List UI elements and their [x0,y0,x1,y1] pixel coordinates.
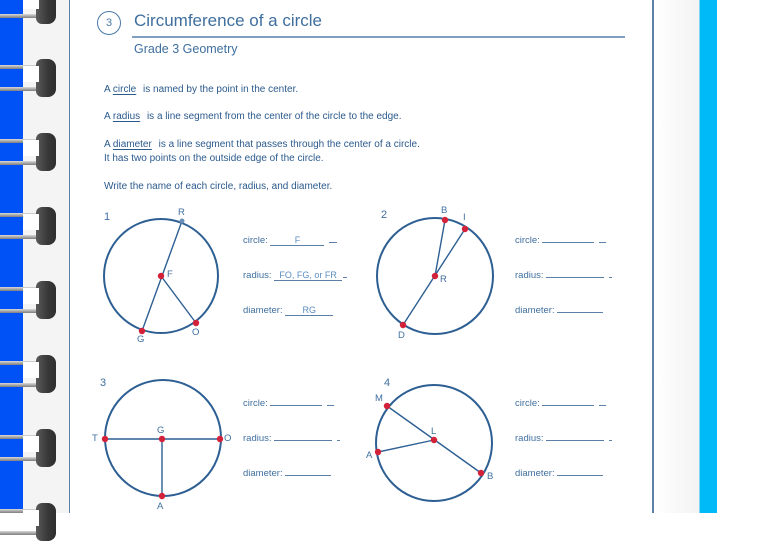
answer-value[interactable] [546,277,604,278]
answer-value[interactable]: F [270,235,324,246]
point-label: R [178,207,185,218]
problem-number: 4 [384,377,391,389]
page-title: Circumference of a circle [134,11,323,30]
answer-value[interactable] [285,475,331,476]
point-label: T [92,433,98,444]
problem-number: 2 [381,209,388,221]
circle-answer-field-1[interactable]: circle: F [243,235,337,246]
diameter-answer-field-1[interactable]: diameter: RG [243,305,333,316]
radius-answer-field-1[interactable]: radius: FO, FG, or FR [243,270,347,281]
diameter-answer-field-2[interactable]: diameter: [515,305,603,316]
point-label: I [463,212,466,223]
diameter-answer-field-3[interactable]: diameter: [243,468,331,479]
definition-term: circle [112,84,137,95]
point-label: B [487,471,494,482]
point-label: O [224,433,232,444]
page-subtitle: Grade 3 Geometry [134,42,238,56]
answer-value[interactable] [274,440,332,441]
answer-value[interactable] [542,242,594,243]
radius-answer-field-3[interactable]: radius: [243,433,340,444]
point-label: O [192,327,200,338]
definition-radius: A radius is a line segment from the center of the circle to the edge. [104,111,402,122]
circle-answer-field-4[interactable]: circle: [515,398,606,409]
answer-value[interactable] [542,405,594,406]
point-label: A [366,450,373,461]
point-label: A [157,501,164,512]
diameter-answer-field-4[interactable]: diameter: [515,468,603,479]
definition-diameter-note: It has two points on the outside edge of the circle. [104,153,324,164]
point-label: B [441,205,448,216]
point-label: M [375,393,383,404]
answer-value[interactable] [557,312,603,313]
answer-value[interactable]: RG [285,305,333,316]
lesson-number-badge: 3 [97,11,121,35]
answer-value[interactable]: FO, FG, or FR [274,270,342,281]
problem-number: 1 [104,211,111,223]
point-label: G [157,425,165,436]
answer-value[interactable] [546,440,604,441]
point-label: L [431,426,437,437]
point-label: G [137,334,145,345]
answer-value[interactable] [557,475,603,476]
point-label: F [167,269,173,280]
circle-answer-field-2[interactable]: circle: [515,235,606,246]
point-label: R [440,274,447,285]
definition-diameter: A diameter is a line segment that passes through the center of a circle. [104,139,420,150]
radius-answer-field-2[interactable]: radius: [515,270,612,281]
problem-number: 3 [100,377,107,389]
radius-answer-field-4[interactable]: radius: [515,433,612,444]
definition-circle: A circle is named by the point in the center. [104,84,299,95]
answer-value[interactable] [270,405,322,406]
definition-term: diameter [112,139,152,150]
definition-term: radius [112,111,141,122]
instruction-text: Write the name of each circle, radius, and diameter. [104,181,333,192]
circle-answer-field-3[interactable]: circle: [243,398,334,409]
point-label: D [398,330,405,341]
